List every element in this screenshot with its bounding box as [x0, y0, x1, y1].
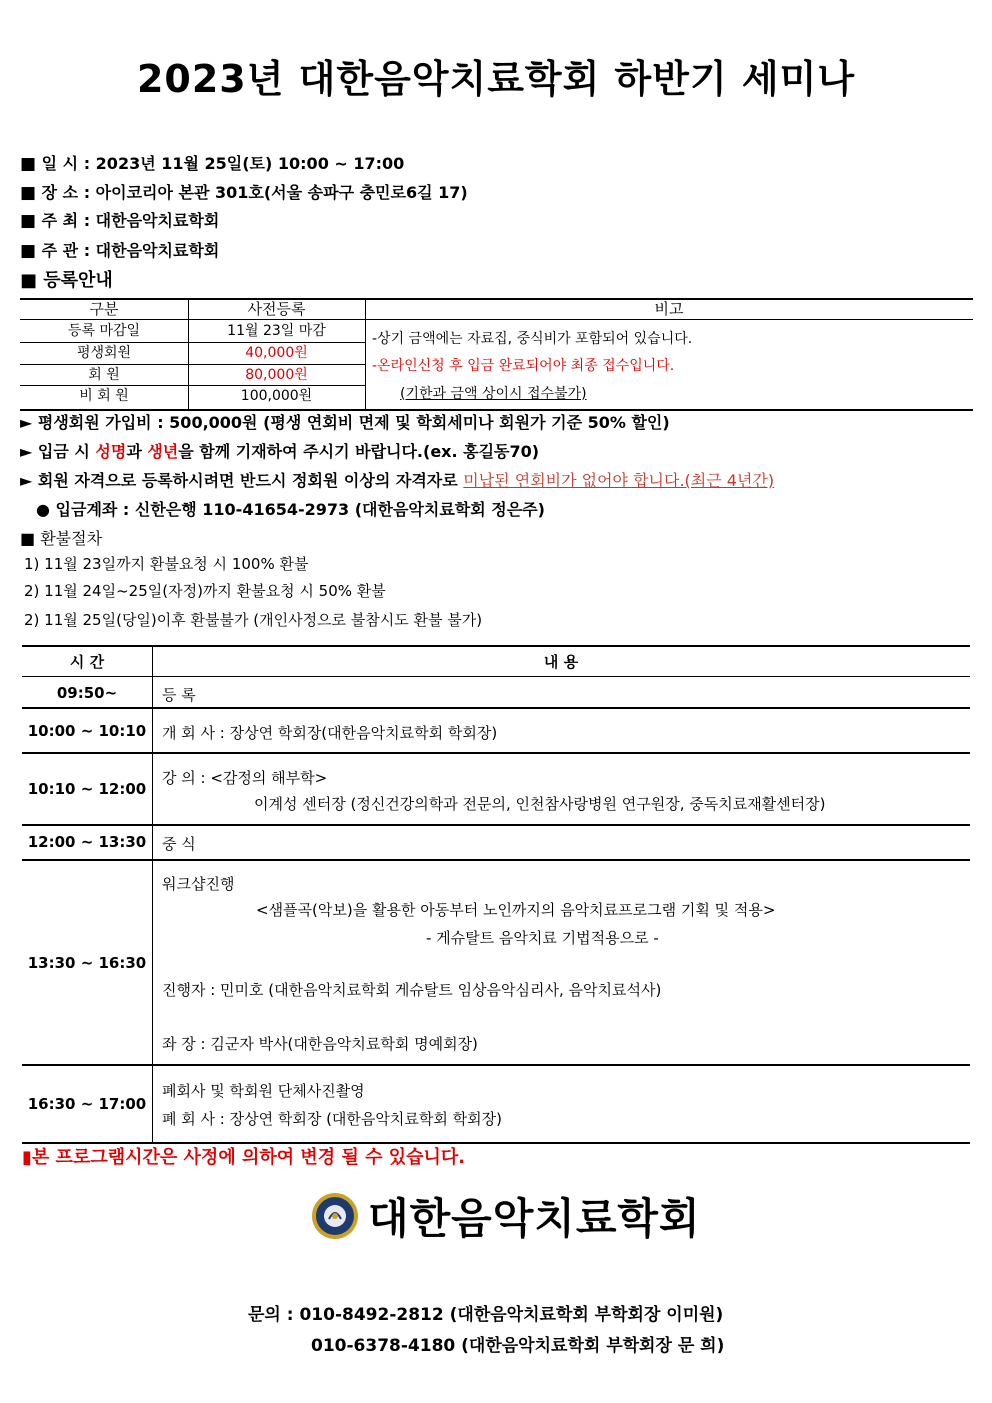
reg-note: (기한과 금액 상이시 접수불가)	[400, 386, 587, 402]
schedule-time: 09:50~	[56, 684, 118, 702]
logo-text: 대한음악치료학회	[368, 1194, 701, 1243]
reg-header-notes: 비고	[654, 300, 684, 318]
schedule-time: 16:30 ~ 17:00	[27, 1095, 147, 1113]
schedule-content: 이계성 센터장 (정신건강의학과 전문의, 인천참사랑병원 연구원장, 중독치료재활센터장)	[254, 795, 826, 813]
info-place: ■ 장 소 : 아이코리아 본관 301호(서울 송파구 충민로6길 17)	[20, 183, 468, 203]
schedule-header-content: 내 용	[543, 653, 579, 671]
reg-row-label: 회 원	[88, 367, 120, 383]
reg-row-label: 비 회 원	[79, 388, 129, 404]
schedule-content: 등 록	[162, 686, 196, 704]
reg-row-value: 40,000원	[245, 345, 308, 361]
registration-table	[20, 298, 973, 411]
info-host: ■ 주 최 : 대한음악치료학회	[20, 211, 220, 231]
schedule-content: 중 식	[162, 835, 196, 853]
lifetime-fee-note: ► 평생회원 가입비 : 500,000원 (평생 연회비 면제 및 학회세미나 회원가 기준 50% 할인)	[20, 413, 670, 432]
schedule-header-time: 시 간	[69, 653, 105, 671]
registration-title: ■ 등록안내	[20, 270, 113, 291]
page-title: 2023년 대한음악치료학회 하반기 세미나	[136, 57, 856, 101]
schedule-time: 13:30 ~ 16:30	[27, 954, 147, 972]
schedule-content: 폐 회 사 : 장상연 학회장 (대한음악치료학회 학회장)	[162, 1110, 502, 1128]
contact-line-2: 010-6378-4180 (대한음악치료학회 부학회장 문 희)	[311, 1336, 725, 1356]
schedule-content: 워크샵진행	[162, 875, 235, 893]
schedule-content: <샘플곡(악보)을 활용한 아동부터 노인까지의 음악치료프로그램 기획 및 적용>	[256, 901, 776, 919]
schedule-content: 폐회사 및 학회원 단체사진촬영	[162, 1082, 365, 1100]
reg-header-category: 구분	[89, 300, 119, 318]
schedule-time: 12:00 ~ 13:30	[27, 833, 147, 851]
reg-note: -상기 금액에는 자료집, 중식비가 포함되어 있습니다.	[372, 331, 693, 347]
refund-title: ■ 환불절차	[20, 529, 103, 548]
refund-item: 1) 11월 23일까지 환불요청 시 100% 환불	[24, 555, 309, 573]
info-date: ■ 일 시 : 2023년 11월 25일(토) 10:00 ~ 17:00	[20, 154, 405, 174]
refund-item: 2) 11월 25일(당일)이후 환불불가 (개인사정으로 불참시도 환불 불가)	[24, 611, 483, 629]
reg-row-label: 평생회원	[76, 345, 132, 361]
schedule-content: 진행자 : 민미호 (대한음악치료학회 게슈탈트 임상음악심리사, 음악치료석사)	[162, 981, 662, 999]
schedule-content: 개 회 사 : 장상연 학회장(대한음악치료학회 학회장)	[162, 724, 498, 742]
schedule-content: 좌 장 : 김군자 박사(대한음악치료학회 명예회장)	[162, 1035, 478, 1053]
contact-line-1: 문의 : 010-8492-2812 (대한음악치료학회 부학회장 이미원)	[248, 1305, 724, 1325]
reg-row-value: 11월 23일 마감	[227, 323, 326, 339]
schedule-content: 강 의 : <감정의 해부학>	[162, 769, 328, 787]
society-emblem-icon	[310, 1191, 360, 1241]
reg-row-label: 등록 마감일	[67, 323, 141, 339]
membership-note: ► 회원 자격으로 등록하시려면 반드시 정회원 이상의 자격자로 미납된 연회비가 없어야 합니다.(최근 4년간)	[20, 471, 775, 490]
reg-row-value: 100,000원	[240, 388, 313, 404]
info-organizer: ■ 주 관 : 대한음악치료학회	[20, 241, 220, 261]
schedule-content: - 게슈탈트 음악치료 기법적용으로 -	[426, 929, 659, 947]
society-logo	[310, 1186, 701, 1246]
deposit-note: ► 입금 시 성명과 생년을 함께 기재하여 주시기 바랍니다.(ex. 홍길동70)	[20, 442, 540, 461]
reg-note-highlight: -온라인신청 후 입금 완료되어야 최종 접수입니다.	[372, 358, 675, 374]
schedule-change-warning: ▮본 프로그램시간은 사정에 의하여 변경 될 수 있습니다.	[22, 1147, 466, 1168]
reg-header-preregistration: 사전등록	[247, 300, 306, 318]
schedule-table	[22, 645, 970, 1144]
schedule-time: 10:10 ~ 12:00	[27, 780, 147, 798]
refund-item: 2) 11월 24일~25일(자정)까지 환불요청 시 50% 환불	[24, 582, 386, 600]
schedule-time: 10:00 ~ 10:10	[27, 722, 147, 740]
bank-account: ● 입금계좌 : 신한은행 110-41654-2973 (대한음악치료학회 정은주)	[36, 500, 545, 519]
reg-row-value: 80,000원	[245, 367, 308, 383]
